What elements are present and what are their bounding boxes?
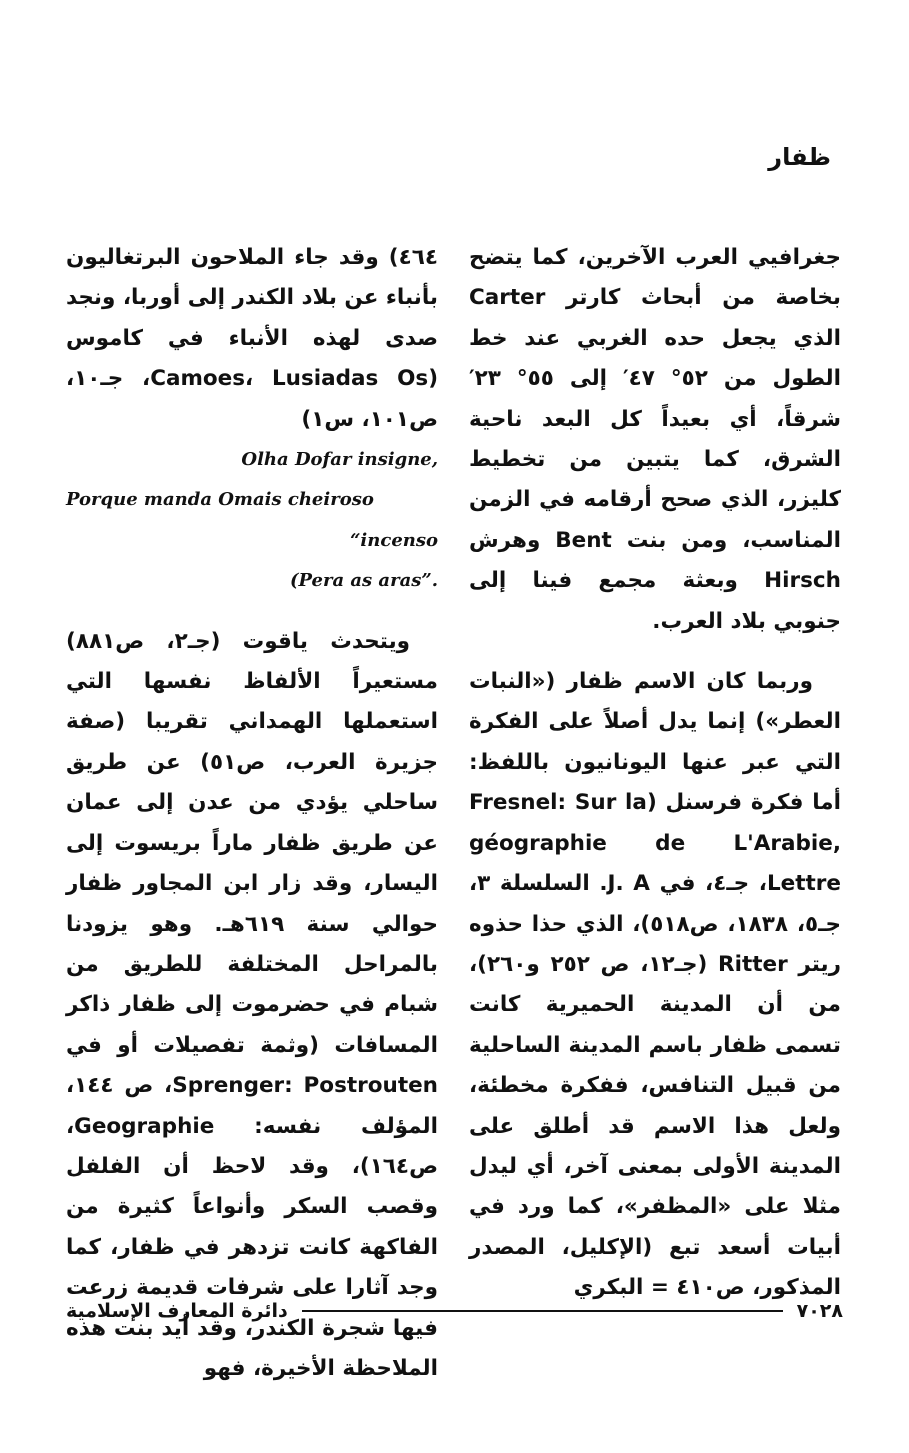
left-column bbox=[66, 238, 438, 1409]
page-footer bbox=[66, 1293, 843, 1329]
right-column bbox=[469, 238, 841, 1329]
left-paragraph-2: ويتحدث ياقوت (جـ٢، ص٨٨١) مستعيراً الألفاظ نفسها التي استعملها الهمداني تقريبا (صفة جزيرة العرب، ص٥١) عن طريق ساحلي يؤدي من عدن إلى عمان عن طريق ظفار ماراً بريسوت إلى اليسار، وقد زار ابن المجاور ظفار حوالي سنة ٦١٩هـ. وهو يزودنا بالمراحل المختلفة للطريق من شبام في حضرموت إلى ظفار ذاكر المسافات (وثمة تفصيلات أو في Sprenger: Postrouten، ص ١٤٤، المؤلف نفسه: Geographie، ص١٦٤)، وقد لاحظ أن الفلفل وقصب السكر وأنواعاً كثيرة من الفاكهة كانت تزدهر في ظفار، كما وجد آثارا على شرفات قديمة زرعت فيها شجرة الكندر، وقد أيد بنت هذه الملاحظة الأخيرة، فهو bbox=[66, 628, 438, 1381]
running-title: ظفار bbox=[768, 143, 831, 171]
poem-line-1: Olha Dofar insigne, bbox=[241, 449, 438, 471]
right-paragraph-1: جغرافيي العرب الآخرين، كما يتضح بخاصة من أبحاث كارتر Carter الذي يجعل حده الغربي عند خط الطول من ٥٢° ٤٧′ إلى ٥٥° ٢٣′ شرقاً، أي بعيداً كل البعد ناحية الشرق، كما يتبين من تخطيط كليزر، الذي صحح أرقامه في الزمن المناسب، ومن بنت Bent وهرش Hirsch وبعثة مجمع فينا إلى جنوبي بلاد العرب. bbox=[469, 245, 841, 634]
right-paragraph-2: وربما كان الاسم ظفار («النبات العطر») إنما يدل أصلاً على الفكرة التي عبر عنها اليونانيون باللفظ: أما فكرة فرسنل (Fresnel: Sur la géographie de L'Arabie, Lettre، جـ٤، في J. A. السلسلة ٣، جـ٥، ١٨٣٨، ص٥١٨)، الذي حذا حذوه ريتر Ritter (جـ١٢، ص ٢٥٢ و٢٦٠)، من أن المدينة الحميرية كانت تسمى ظفار باسم المدينة الساحلية من قبيل التنافس، ففكرة مخطئة، ولعل هذا الاسم قد أطلق على المدينة الأولى بمعنى آخر، أي ليدل مثلا على «المظفر»، كما ورد في أبيات أسعد تبع (الإكليل، المصدر المذكور، ص٤١٠ = البكري bbox=[469, 669, 842, 1301]
left-paragraph-1: ٤٦٤) وقد جاء الملاحون البرتغاليون بأنباء عن بلاد الكندر إلى أوربا، ونجد صدى لهذه الأنباء في كاموس (Camoes، Lusiadas Os، جـ١٠، ص١٠١، س١) bbox=[66, 245, 439, 432]
poem-line-2: Porque manda Omais cheiroso “incenso bbox=[66, 489, 438, 551]
poem-line-3: (Pera as aras”. bbox=[289, 570, 438, 592]
footer-rule bbox=[302, 1310, 783, 1312]
publication-title: دائرة المعارف الإسلامية bbox=[66, 1300, 288, 1322]
page-number: ٧٠٢٨ bbox=[796, 1300, 843, 1322]
